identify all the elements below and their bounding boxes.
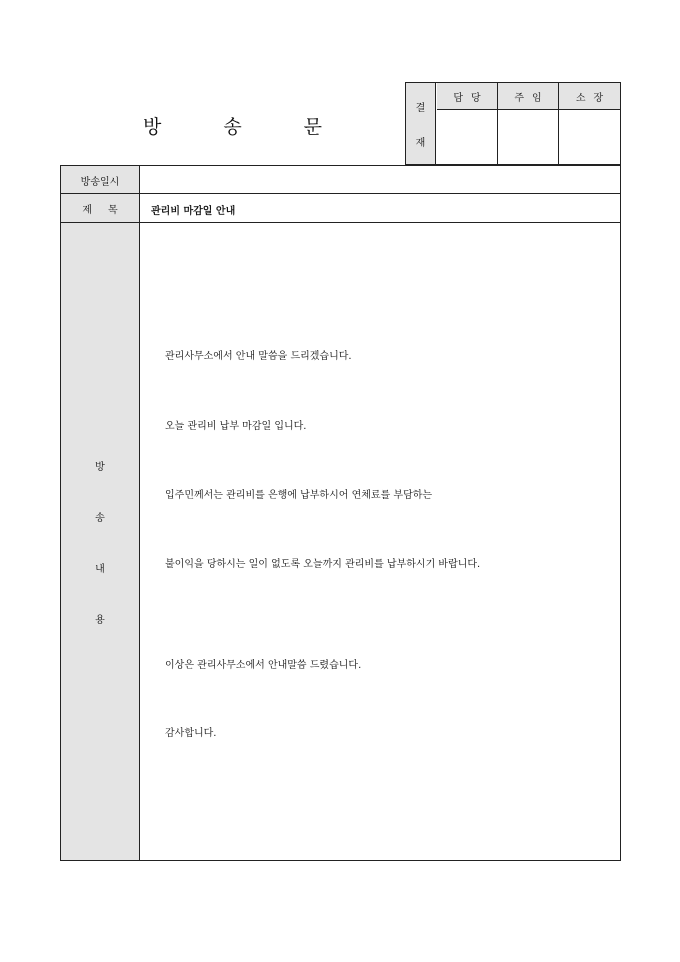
subject-label: 제목 xyxy=(61,194,140,222)
row-divider xyxy=(61,222,620,223)
approval-label-char-1: 결 xyxy=(415,102,426,114)
approval-box xyxy=(405,82,621,165)
content-line: 이상은 관리사무소에서 안내말씀 드렸습니다. xyxy=(165,660,362,671)
content-label-char: 방 xyxy=(95,461,105,473)
approval-column-chief xyxy=(498,83,559,164)
approval-label xyxy=(406,83,436,164)
content-line: 불이익을 당하시는 일이 없도록 오늘까지 관리비를 납부하시기 바랍니다. xyxy=(165,559,481,570)
approval-column-header: 소장 xyxy=(559,83,620,110)
approval-column-header: 주임 xyxy=(498,83,558,110)
document-title: 방송문 xyxy=(142,116,385,138)
approval-column-header: 담당 xyxy=(437,83,497,110)
approval-column-manager xyxy=(437,83,498,164)
content-line: 입주민께서는 관리비를 은행에 납부하시어 연체료를 부담하는 xyxy=(165,490,433,501)
content-line: 관리사무소에서 안내 말씀을 드리겠습니다. xyxy=(165,351,352,362)
content-line: 오늘 관리비 납부 마감일 입니다. xyxy=(165,421,307,432)
content-label-char: 용 xyxy=(95,614,105,626)
content-label xyxy=(61,223,140,860)
content-line: 감사합니다. xyxy=(165,728,217,739)
row-divider xyxy=(61,193,620,194)
approval-label-char-2: 재 xyxy=(415,137,426,149)
broadcast-datetime-label: 방송일시 xyxy=(61,166,140,194)
subject-value: 관리비 마감일 안내 xyxy=(151,206,236,217)
approval-column-director xyxy=(559,83,620,164)
broadcast-form xyxy=(60,165,621,861)
content-label-char: 내 xyxy=(95,563,105,575)
content-label-char: 송 xyxy=(95,512,105,524)
